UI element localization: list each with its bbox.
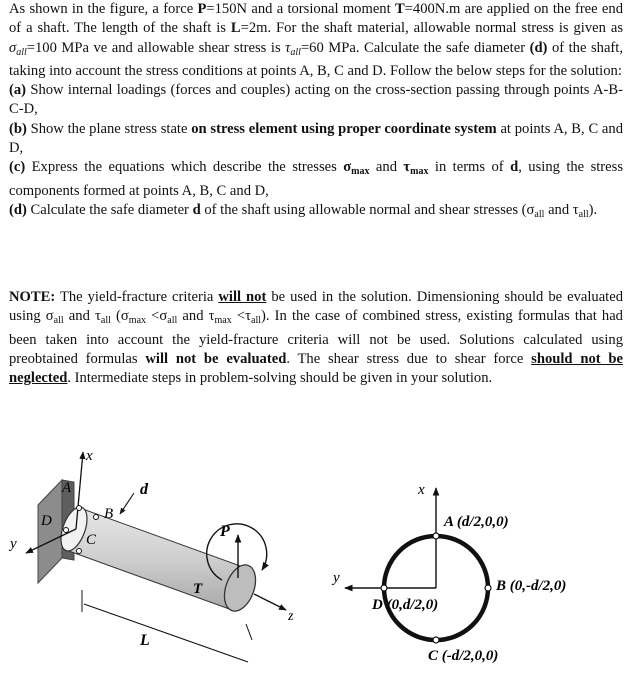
point-d-label: D: [41, 513, 52, 529]
diameter-label: d: [140, 481, 148, 498]
torque-t-label: T: [193, 581, 203, 597]
section-point-a: A (d/2,0,0): [444, 514, 509, 530]
cross-section-diagram: [331, 482, 566, 664]
shaft-diagram: [8, 448, 294, 662]
z-axis-label: z: [288, 609, 294, 624]
figure-area: [0, 430, 636, 695]
y-axis-label: y: [10, 536, 17, 552]
length-dimension-line: [84, 604, 248, 662]
wall-support: [38, 480, 62, 583]
shaft-body: [66, 508, 246, 610]
section-point-b: B (0,-d/2,0): [496, 578, 567, 594]
step-d: (d) Calculate the safe diameter d of the shaft using allowable normal and shear stresses ($\sigma_{all}$ and $\tau_{all}$).: [9, 201, 598, 220]
section-x-label: x: [418, 482, 425, 498]
point-c-label: C: [86, 532, 97, 548]
step-a: (a) Show internal loadings (forces and couples) acting on the cross-section passing through points A-B-C-D,: [9, 82, 623, 118]
section-y-label: y: [333, 570, 340, 586]
x-axis-label: x: [86, 448, 93, 464]
problem-statement: [9, 0, 623, 224]
shaft-figure-svg: [0, 430, 636, 695]
problem-intro: As shown in the figure, a force P=150N and a torsional moment T=400N.m are applied on the free end of a shaft. The length of the shaft is L=2m. For the shaft material, allowable normal stress is given as $\sigma_{all}=100$ MPa ve and allowable shear stress is $\tau_{all}=60$ MPa. Calculate the safe diameter (d) of the shaft, taking into account the stress conditions at points A, B, C and D. Follow the below steps for the solution:: [9, 1, 624, 79]
length-label: L: [140, 632, 150, 649]
note-paragraph: NOTE: The yield-fracture criteria will not be used in the solution. Dimensioning should be evaluated using $\sigma_{all}$ and $\tau_{all}$ ($\sigma_{max} <\sigma_{all}$ and $\tau_{max} <\tau_{all}$). In the case of combined stress, existing formulas that had been taken into account the yield-fracture criteria will not be used. Solutions calculated using preobtained formulas will not be evaluated. The shear stress due to shear force should not be neglected. Intermediate steps in problem-solving should be given in your solution.: [9, 289, 623, 387]
z-axis-arrow: [254, 594, 286, 610]
diameter-arrow: [120, 493, 134, 514]
point-b-label: B: [104, 506, 114, 522]
section-point-d: D (0,d/2,0): [372, 597, 439, 613]
force-p-label: P: [220, 523, 230, 540]
point-a-label: A: [62, 480, 72, 496]
step-c: (c) Express the equations which describe the stresses $\sigma_{max}$ and $\tau_{max}$ in terms of d, using the stress components formed at points A, B, C and D,: [9, 159, 623, 199]
section-point-c: C (-d/2,0,0): [428, 648, 499, 664]
step-b: (b) Show the plane stress state on stress element using proper coordinate system at points A, B, C and D,: [9, 120, 624, 157]
